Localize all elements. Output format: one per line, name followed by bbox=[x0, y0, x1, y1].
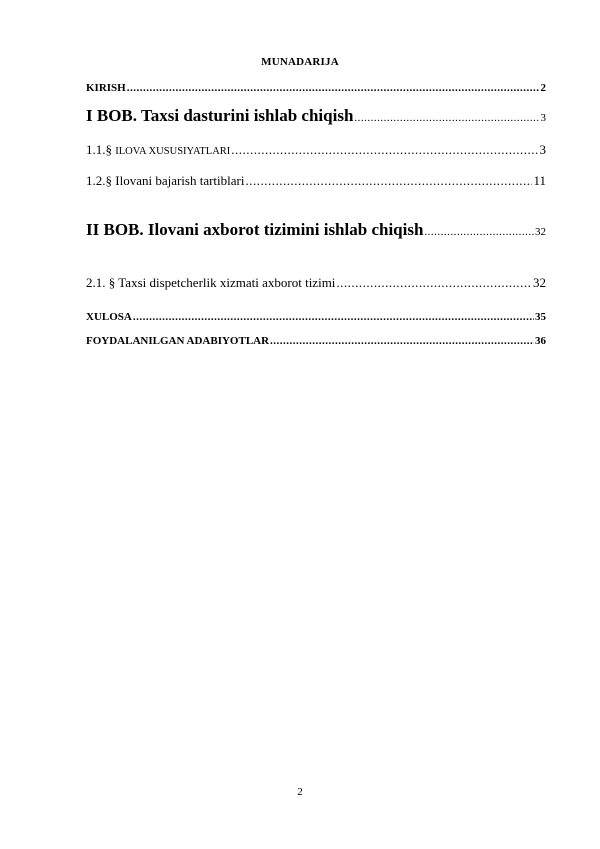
section-number: 1.1.§ bbox=[86, 142, 116, 157]
dot-leader bbox=[336, 275, 532, 291]
toc-label: XULOSA bbox=[86, 311, 132, 323]
toc-label: I BOB. Taxsi dasturini ishlab chiqish bbox=[86, 106, 354, 125]
dot-leader bbox=[231, 142, 538, 158]
toc-label: 2.1. § Taxsi dispetcherlik xizmati axborot tizimi bbox=[86, 275, 336, 290]
toc-entry-chapter-2 bbox=[86, 220, 546, 240]
toc-page-number: 32 bbox=[533, 275, 546, 290]
toc-label: II BOB. Ilovani axborot tizimini ishlab chiqish bbox=[86, 220, 424, 239]
toc-entry-kirish bbox=[86, 82, 546, 94]
toc-label: KIRISH bbox=[86, 82, 126, 94]
toc-page-number: 36 bbox=[535, 335, 546, 347]
toc-entry-1-1 bbox=[86, 142, 546, 158]
toc-entry-1-2 bbox=[86, 173, 546, 189]
toc-page-number: 3 bbox=[540, 112, 546, 124]
toc-entry-xulosa bbox=[86, 311, 546, 323]
page-title: MUNADARIJA bbox=[261, 56, 339, 68]
dot-leader bbox=[245, 173, 532, 189]
dot-leader bbox=[133, 311, 534, 323]
toc-label: FOYDALANILGAN ADABIYOTLAR bbox=[86, 335, 270, 347]
toc-label bbox=[86, 142, 230, 158]
toc-page-number: 2 bbox=[540, 82, 546, 94]
toc-page-number: 3 bbox=[539, 142, 546, 157]
toc-label: 1.2.§ Ilovani bajarish tartiblari bbox=[86, 173, 245, 188]
toc-page-number: 11 bbox=[533, 173, 546, 188]
toc-page-number: 32 bbox=[535, 226, 546, 238]
toc-entry-adabiyotlar bbox=[86, 335, 546, 347]
section-title: ILOVA XUSUSIYATLARI bbox=[115, 146, 231, 157]
dot-leader bbox=[270, 335, 534, 347]
page-number: 2 bbox=[297, 786, 303, 798]
dot-leader bbox=[424, 226, 534, 238]
dot-leader bbox=[127, 82, 540, 94]
dot-leader bbox=[354, 112, 539, 124]
toc-entry-2-1 bbox=[86, 275, 546, 291]
toc-page-number: 35 bbox=[535, 311, 546, 323]
toc-entry-chapter-1 bbox=[86, 106, 546, 126]
